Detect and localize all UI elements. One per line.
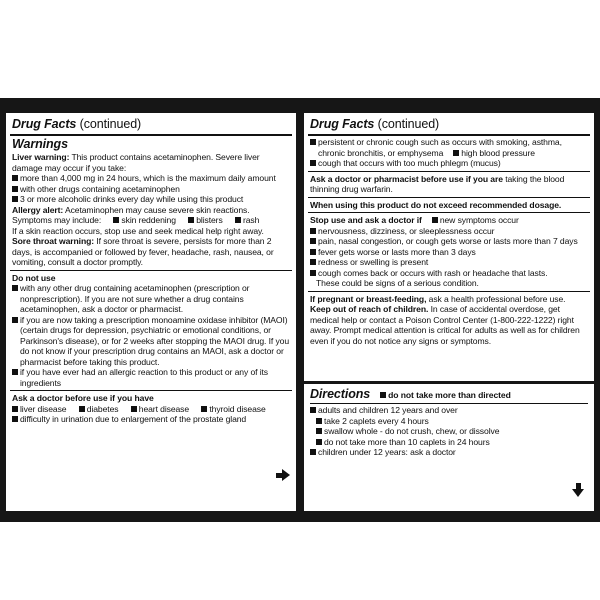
- when-using-section: When using this product do not exceed recommended dosage.: [310, 199, 562, 210]
- arrow-down-icon: [572, 489, 584, 497]
- liver-warning-text: This product contains acetaminophen. Severe liver damage may occur if you take:: [12, 152, 260, 173]
- bullet-icon: [12, 369, 18, 375]
- bullet-icon: [310, 259, 316, 265]
- bullet-icon: [310, 139, 316, 145]
- symptom-item: blisters: [196, 215, 223, 225]
- list-item-text: nervousness, dizziness, or sleeplessness occur: [318, 225, 495, 236]
- bullet-icon: [310, 270, 316, 276]
- ask-pharmacist-text: taking the blood thinning drug warfarin.: [310, 173, 565, 194]
- directions-title: Directions: [310, 387, 371, 401]
- directions-box: [304, 381, 594, 511]
- list-item-text: adults and children 12 years and over: [318, 405, 458, 415]
- list-item: [310, 236, 588, 247]
- stop-use-section: [304, 214, 594, 290]
- directions-warning: do not take more than directed: [388, 390, 511, 400]
- divider: [308, 197, 590, 198]
- warnings-section: [6, 136, 296, 269]
- bullet-icon: [310, 160, 316, 166]
- bullet-icon: [79, 406, 85, 412]
- list-item: [310, 247, 588, 258]
- bullet-icon: [131, 406, 137, 412]
- bullet-icon: [310, 449, 316, 455]
- drug-facts-panel-right: [304, 113, 594, 511]
- top-background: [0, 0, 600, 98]
- liver-warning: [12, 152, 290, 173]
- divider: [308, 212, 590, 213]
- allergy-alert-label: Allergy alert:: [12, 204, 64, 215]
- list-item: [12, 184, 290, 195]
- list-item-text: fever gets worse or lasts more than 3 days: [318, 246, 476, 257]
- bullet-icon: [310, 228, 316, 234]
- arrow-right-icon: [282, 469, 290, 481]
- list-item: [310, 226, 588, 237]
- list-item-text: difficulty in urination due to enlargement of the prostate gland: [20, 414, 247, 424]
- sore-throat-label: Sore throat warning:: [12, 236, 95, 246]
- list-item-text: do not take more than 10 caplets in 24 hours: [324, 436, 490, 447]
- list-item: [12, 283, 290, 315]
- header-title: Drug Facts: [12, 117, 77, 131]
- list-item: [12, 194, 290, 205]
- bullet-icon: [12, 285, 18, 291]
- condition-item: liver disease: [20, 403, 67, 414]
- list-item: [310, 416, 588, 427]
- bullet-icon: [316, 418, 322, 424]
- bullet-icon: [12, 186, 18, 192]
- symptom-item: rash: [242, 215, 260, 225]
- panel-header: [12, 117, 290, 132]
- drug-facts-panel-left: [6, 113, 296, 511]
- ask-doctor-title: Ask a doctor before use if you have: [12, 393, 154, 403]
- bullet-icon: [12, 416, 18, 422]
- bullet-icon: [12, 196, 18, 202]
- stop-use-note: These could be signs of a serious condition.: [316, 278, 479, 288]
- bullet-icon: [432, 217, 438, 223]
- bullet-icon: [201, 406, 207, 412]
- list-item-text: cough that occurs with too much phlegm (mucus): [318, 158, 501, 168]
- condition-item: diabetes: [86, 403, 119, 414]
- bullet-icon: [188, 217, 194, 223]
- ask-pharmacist-label: Ask a doctor or pharmacist before use if you are: [310, 173, 503, 184]
- liver-warning-label: Liver warning:: [12, 152, 70, 162]
- divider: [10, 390, 292, 391]
- allergy-alert-text: Acetaminophen may cause severe skin reactions. Symptoms may include:: [12, 204, 250, 225]
- list-item: [310, 158, 588, 169]
- ask-doctor-section: [6, 392, 296, 426]
- list-item: [310, 257, 588, 268]
- divider: [10, 270, 292, 271]
- bullet-icon: [310, 238, 316, 244]
- divider: [308, 171, 590, 172]
- ask-pharmacist-section: [304, 173, 594, 196]
- bullet-icon: [12, 406, 18, 412]
- condition-item: heart disease: [138, 403, 190, 414]
- header-continued: (continued): [76, 117, 142, 131]
- allergy-after: If a skin reaction occurs, stop use and seek medical help right away.: [12, 225, 264, 236]
- list-item-text: with any other drug containing acetaminophen (prescription or nonprescription). If you are not sure whether a drug contains acetaminophen, ask a doctor or pharmacist.: [20, 283, 250, 314]
- list-item-text: with other drugs containing acetaminophen: [20, 183, 180, 194]
- list-item: [310, 268, 588, 279]
- divider: [310, 403, 588, 404]
- list-item-text: swallow whole - do not crush, chew, or dissolve: [324, 426, 500, 436]
- bullet-icon: [113, 217, 119, 223]
- list-item-text: persistent or chronic cough such as occurs with smoking, asthma, chronic bronchitis, or emphysema: [318, 137, 562, 158]
- list-item-text: if you have ever had an allergic reaction to this product or any of its ingredients: [20, 367, 268, 388]
- list-item-text: high blood pressure: [461, 147, 535, 158]
- list-item-text: more than 4,000 mg in 24 hours, which is the maximum daily amount: [20, 173, 276, 183]
- warnings-title: Warnings: [12, 137, 68, 151]
- bullet-icon: [310, 407, 316, 413]
- stop-use-title: Stop use and ask a doctor if: [310, 215, 422, 225]
- bullet-icon: [453, 150, 459, 156]
- list-item: [310, 137, 588, 158]
- list-item: [12, 173, 290, 184]
- do-not-use-title: Do not use: [12, 272, 56, 283]
- list-item-text: redness or swelling is present: [318, 257, 429, 267]
- list-item: [310, 426, 588, 437]
- bullet-icon: [380, 392, 386, 398]
- list-item-text: pain, nasal congestion, or cough gets worse or lasts more than 7 days: [318, 236, 578, 246]
- list-item-text: take 2 caplets every 4 hours: [324, 415, 429, 426]
- pregnant-text: ask a health professional before use.: [426, 293, 566, 304]
- list-item: [310, 405, 588, 416]
- header-title: Drug Facts: [310, 117, 375, 131]
- do-not-use-section: [6, 272, 296, 390]
- list-item-text: new symptoms occur: [439, 215, 519, 225]
- bullet-icon: [12, 175, 18, 181]
- list-item-text: children under 12 years: ask a doctor: [318, 447, 456, 457]
- ask-doctor-inline: [12, 404, 290, 415]
- sore-throat-warning: [12, 236, 290, 268]
- keep-out-text: In case of accidental overdose, get medical help or contact a Poison Control Center (1-800-222-1222) right away. Prompt medical attention is critical for adults as well as for children even if you do not notice any signs or symptoms.: [310, 304, 580, 346]
- list-item: [310, 437, 588, 448]
- list-item: [310, 447, 588, 458]
- condition-item: thyroid disease: [209, 403, 266, 414]
- bullet-icon: [316, 428, 322, 434]
- header-continued: (continued): [374, 117, 440, 131]
- list-item: [12, 414, 290, 425]
- bullet-icon: [235, 217, 241, 223]
- list-item: [12, 367, 290, 388]
- pregnant-section: [304, 293, 594, 348]
- keep-out-label: Keep out of reach of children.: [310, 304, 429, 314]
- list-item-text: cough comes back or occurs with rash or headache that lasts.: [318, 267, 548, 278]
- list-item-text: if you are now taking a prescription monoamine oxidase inhibitor (MAOI) (certain drugs for depression, psychiatric or emotional conditions, or Parkinson's disease), or for 2 weeks after stopping the MAOI drug. If you do not know if your prescription drug contains an MAOI, ask a doctor or pharmacist before taking this product.: [20, 314, 289, 367]
- symptom-item: skin reddening: [121, 215, 176, 225]
- sore-throat-text: If sore throat is severe, persists for more than 2 days, is accompanied or followed by fever, headache, rash, nausea, or vomiting, consult a doctor promptly.: [12, 236, 274, 267]
- bullet-icon: [310, 249, 316, 255]
- bullet-icon: [12, 317, 18, 323]
- list-item: [12, 315, 290, 368]
- divider: [308, 291, 590, 292]
- bullet-icon: [316, 439, 322, 445]
- panel-header: [310, 117, 588, 132]
- allergy-alert: [12, 205, 290, 226]
- conditions-continued-section: [304, 136, 594, 170]
- directions-section: [304, 384, 594, 459]
- bottom-background: [0, 522, 600, 600]
- pregnant-label: If pregnant or breast-feeding,: [310, 293, 427, 304]
- list-item-text: 3 or more alcoholic drinks every day while using this product: [20, 194, 244, 204]
